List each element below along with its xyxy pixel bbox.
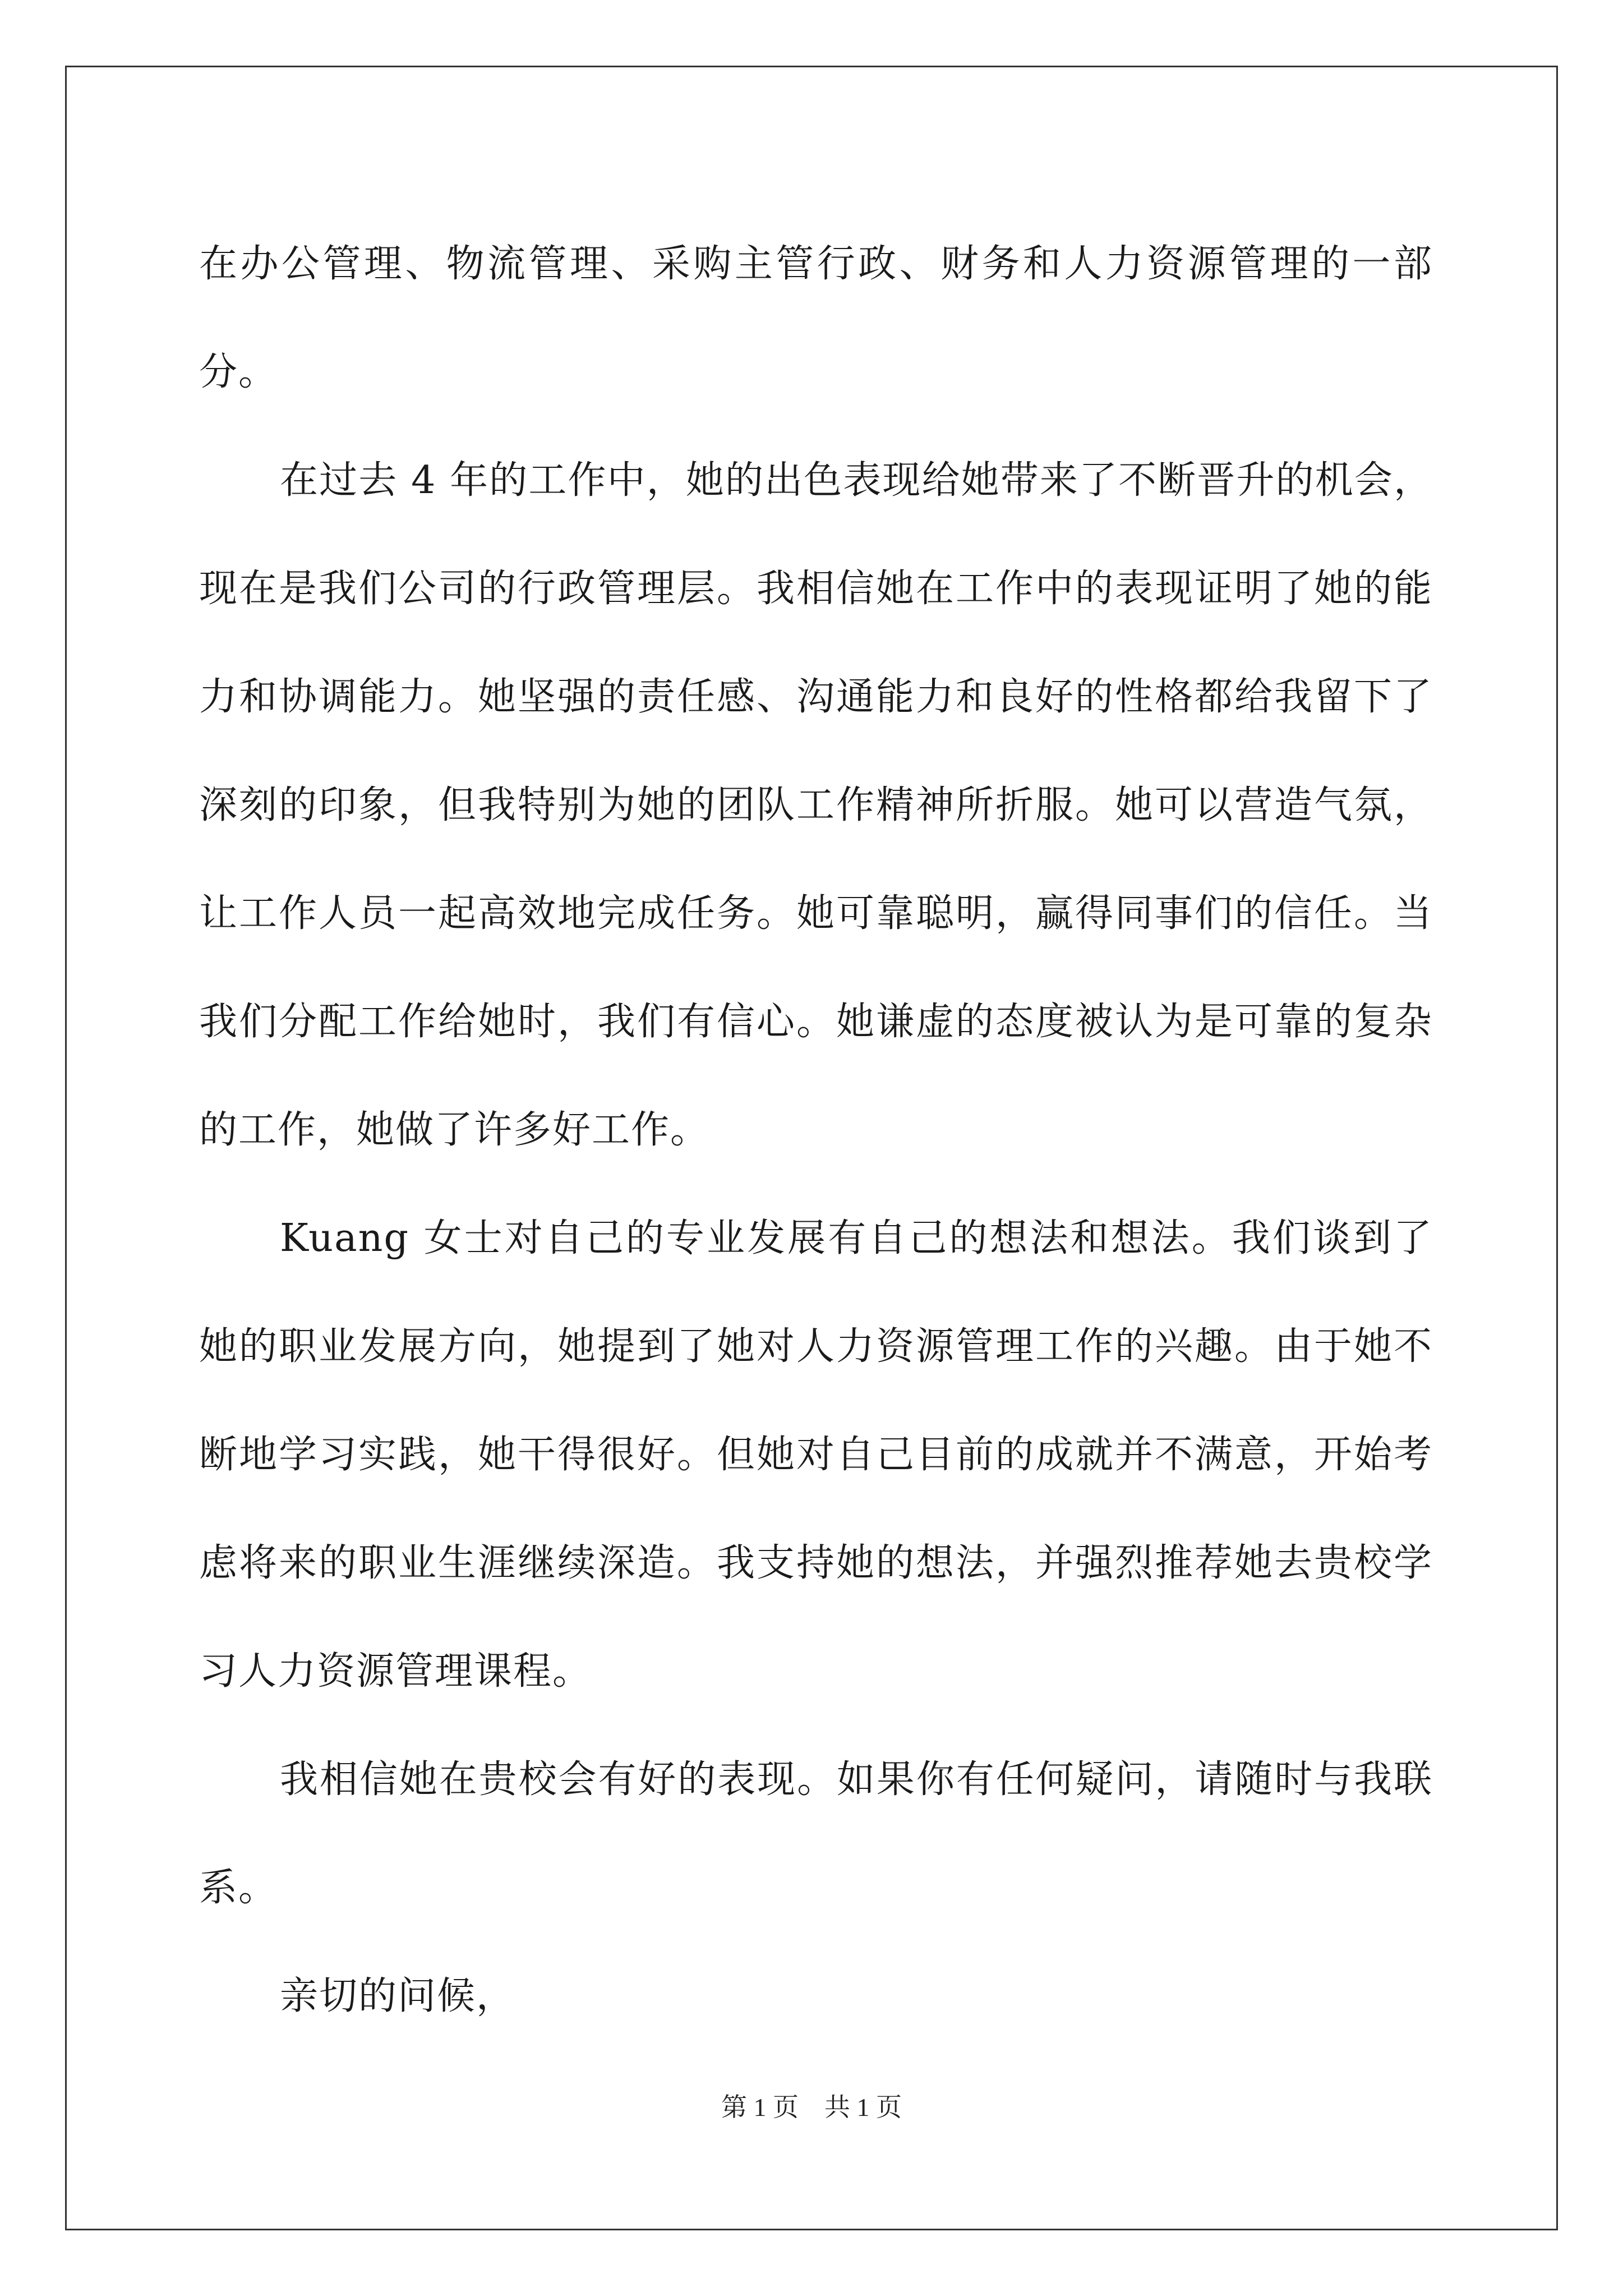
page-footer xyxy=(0,2087,1623,2124)
page-total: 共 1 页 xyxy=(824,2093,902,2122)
paragraph: 在过去 4 年的工作中，她的出色表现给她带来了不断晋升的机会，现在是我们公司的行政管理层。我相信她在工作中的表现证明了她的能力和协调能力。她坚强的责任感、沟通能力和良好的性格都给我留下了深刻的印象，但我特别为她的团队工作精神所折服。她可以营造气氛，让工作人员一起高效地完成任务。她可靠聪明，赢得同事们的信任。当我们分配工作给她时，我们有信心。她谦虚的态度被认为是可靠的复杂的工作，她做了许多好工作。 xyxy=(199,458,1433,1152)
page-number: 第 1 页 xyxy=(721,2093,799,2122)
letter-body xyxy=(199,210,1433,2050)
paragraph: 我相信她在贵校会有好的表现。如果你有任何疑问，请随时与我联系。 xyxy=(199,1757,1433,1910)
closing-salutation: 亲切的问候， xyxy=(280,1974,516,2018)
paragraph: Kuang 女士对自己的专业发展有自己的想法和想法。我们谈到了她的职业发展方向，她提到了她对人力资源管理工作的兴趣。由于她不断地学习实践，她干得很好。但她对自己目前的成就并不满意，开始考虑将来的职业生涯继续深造。我支持她的想法，并强烈推荐她去贵校学习人力资源管理课程。 xyxy=(199,1216,1433,1694)
paragraph: 在办公管理、物流管理、采购主管行政、财务和人力资源管理的一部分。 xyxy=(199,242,1433,394)
